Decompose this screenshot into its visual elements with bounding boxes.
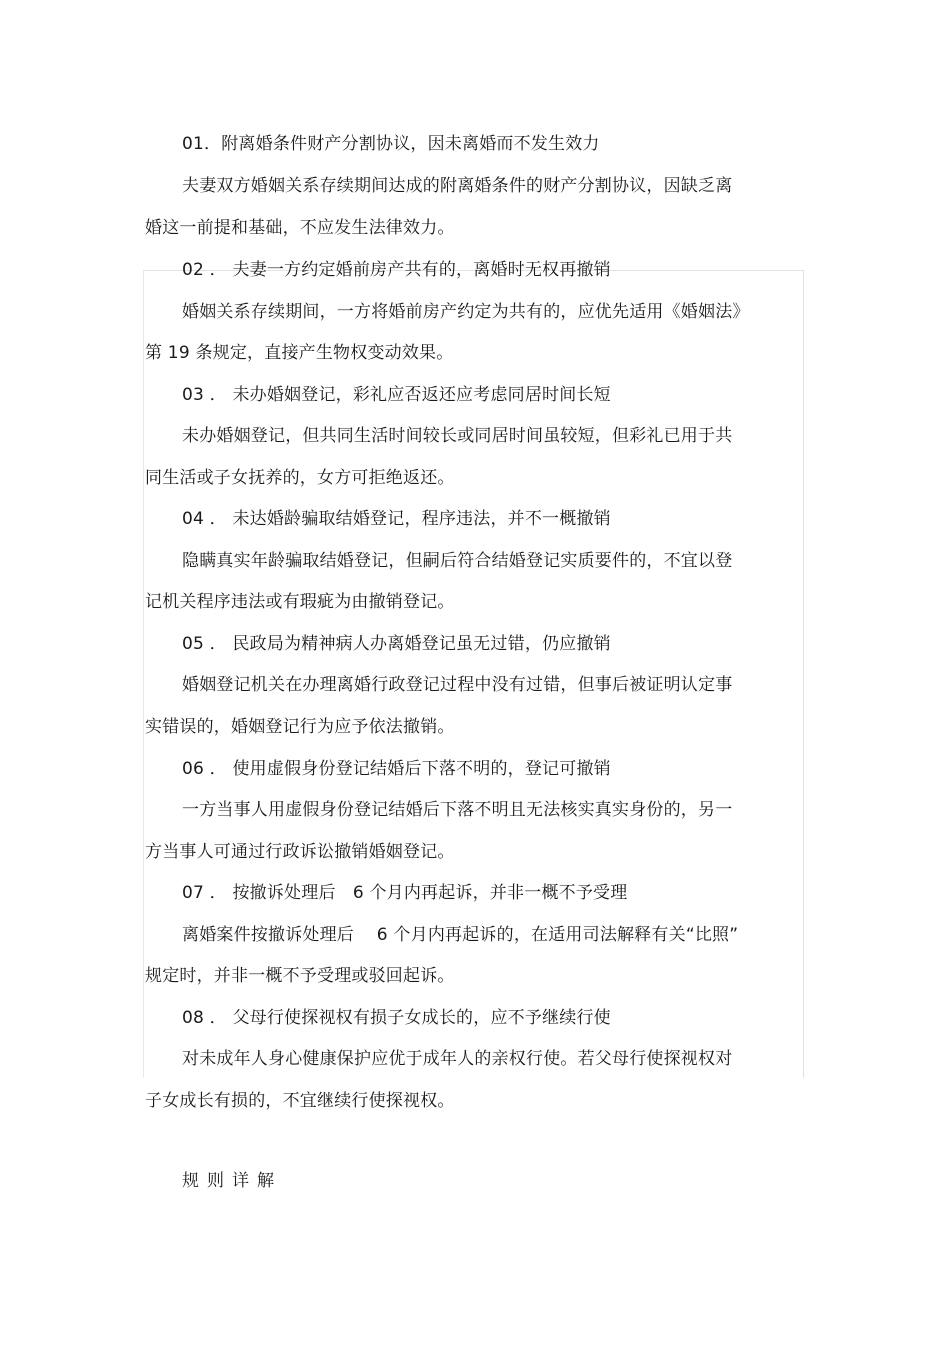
item-text-line: 婚姻登记机关在办理离婚行政登记过程中没有过错，但事后被证明认定事 — [182, 675, 733, 695]
section-title: 规则详解 — [182, 1171, 282, 1191]
item-heading: 07 ． 按撤诉处理后 6 个月内再起诉，并非一概不予受理 — [182, 883, 628, 903]
item-text-line: 对未成年人身心健康保护应优于成年人的亲权行使。若父母行使探视权对 — [182, 1049, 733, 1069]
item-heading: 05 ． 民政局为精神病人办离婚登记虽无过错，仍应撤销 — [182, 634, 611, 654]
item-heading: 06 ． 使用虚假身份登记结婚后下落不明的，登记可撤销 — [182, 759, 611, 779]
item-text-line: 子女成长有损的，不宜继续行使探视权。 — [145, 1091, 455, 1111]
item-heading: 03 ． 未办婚姻登记，彩礼应否返还应考虑同居时间长短 — [182, 385, 611, 405]
item-text-line: 方当事人可通过行政诉讼撤销婚姻登记。 — [145, 842, 455, 862]
item-heading: 01．附离婚条件财产分割协议，因未离婚而不发生效力 — [182, 134, 600, 154]
item-text-line: 同生活或子女抚养的，女方可拒绝返还。 — [145, 468, 455, 488]
item-text-line: 婚姻关系存续期间，一方将婚前房产约定为共有的，应优先适用《婚姻法》 — [182, 302, 750, 322]
item-text-line: 未办婚姻登记，但共同生活时间较长或同居时间虽较短，但彩礼已用于共 — [182, 426, 733, 446]
item-heading: 08 ． 父母行使探视权有损子女成长的，应不予继续行使 — [182, 1008, 611, 1028]
item-text-line: 隐瞒真实年龄骗取结婚登记，但嗣后符合结婚登记实质要件的，不宜以登 — [182, 551, 733, 571]
item-text-line: 记机关程序违法或有瑕疵为由撤销登记。 — [145, 592, 455, 612]
item-heading: 04 ． 未达婚龄骗取结婚登记，程序违法，并不一概撤销 — [182, 509, 611, 529]
item-text-line: 一方当事人用虚假身份登记结婚后下落不明且无法核实真实身份的，另一 — [182, 800, 733, 820]
item-text-line: 实错误的，婚姻登记行为应予依法撤销。 — [145, 717, 455, 737]
item-text-line: 离婚案件按撤诉处理后 6 个月内再起诉的，在适用司法解释有关“比照” — [182, 925, 739, 945]
item-heading: 02 ． 夫妻一方约定婚前房产共有的，离婚时无权再撤销 — [182, 260, 611, 280]
item-text-line: 第 19 条规定，直接产生物权变动效果。 — [145, 343, 454, 363]
item-text-line: 婚这一前提和基础，不应发生法律效力。 — [145, 218, 455, 238]
item-text-line: 规定时，并非一概不予受理或驳回起诉。 — [145, 966, 455, 986]
item-text-line: 夫妻双方婚姻关系存续期间达成的附离婚条件的财产分割协议，因缺乏离 — [182, 176, 733, 196]
